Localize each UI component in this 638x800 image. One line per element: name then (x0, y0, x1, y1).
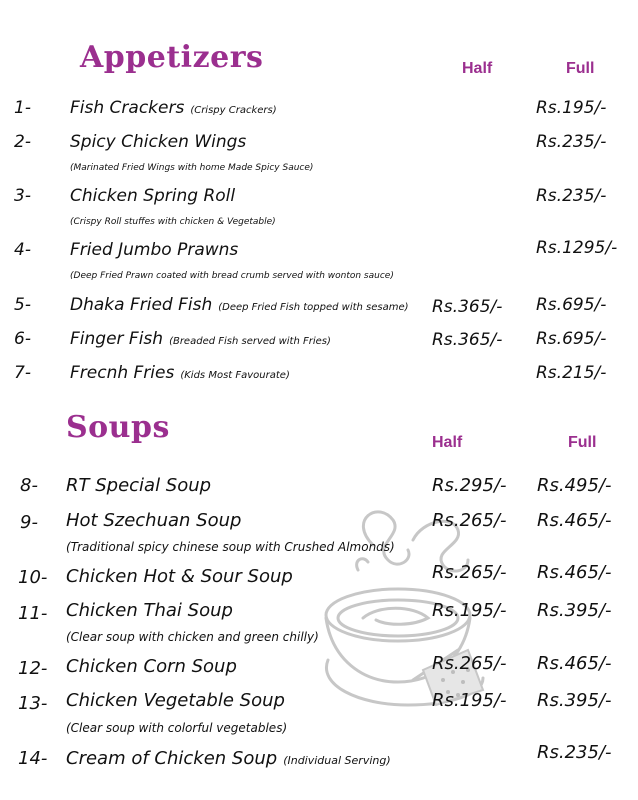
item-half-price: Rs.365/- (432, 297, 503, 317)
item-full-price: Rs.695/- (536, 295, 607, 315)
item-half-price: Rs.295/- (432, 475, 507, 496)
soups-full-header: Full (568, 434, 597, 451)
item-number: 1- (14, 98, 31, 118)
item-name: Chicken Corn Soup (66, 656, 237, 677)
item-full-price: Rs.235/- (537, 742, 612, 763)
appetizers-half-header: Half (462, 60, 493, 77)
item-number: 10- (18, 567, 48, 588)
item-description: (Deep Fried Prawn coated with bread crumb served with wonton sauce) (70, 271, 394, 281)
item-full-price: Rs.215/- (536, 363, 607, 383)
item-note: (Deep Fried Fish topped with sesame) (218, 302, 409, 313)
item-full-price: Rs.235/- (536, 132, 607, 152)
item-name (70, 329, 331, 349)
item-half-price: Rs.195/- (432, 600, 507, 621)
item-full-price: Rs.465/- (537, 510, 612, 531)
item-full-price: Rs.235/- (536, 186, 607, 206)
item-name (70, 98, 277, 118)
item-name-text: Dhaka Fried Fish (70, 295, 213, 315)
item-description: (Crispy Roll stuffes with chicken & Vegetable) (70, 217, 276, 227)
item-note: (Crispy Crackers) (190, 105, 277, 116)
item-number: 13- (18, 693, 48, 714)
item-full-price: Rs.465/- (537, 653, 612, 674)
item-full-price: Rs.195/- (536, 98, 607, 118)
item-name: Chicken Vegetable Soup (66, 690, 285, 711)
item-full-price: Rs.395/- (537, 690, 612, 711)
item-full-price: Rs.395/- (537, 600, 612, 621)
item-name: Chicken Hot & Sour Soup (66, 566, 293, 587)
item-name-text: Fish Crackers (70, 98, 185, 118)
item-name: Hot Szechuan Soup (66, 510, 242, 531)
item-note: (Individual Serving) (283, 754, 391, 767)
item-half-price: Rs.265/- (432, 510, 507, 531)
soups-heading: Soups (66, 410, 170, 445)
item-name: Fried Jumbo Prawns (70, 240, 239, 260)
item-name-text: Frecnh Fries (70, 363, 175, 383)
item-name (70, 363, 290, 383)
item-full-price: Rs.1295/- (536, 238, 618, 258)
appetizers-heading: Appetizers (80, 40, 264, 75)
item-description: (Clear soup with colorful vegetables) (66, 721, 288, 735)
soups-half-header: Half (432, 434, 463, 451)
item-name: Spicy Chicken Wings (70, 132, 247, 152)
item-name-text: Cream of Chicken Soup (66, 748, 278, 769)
item-name: Chicken Thai Soup (66, 600, 233, 621)
item-description: (Traditional spicy chinese soup with Crushed Almonds) (66, 540, 395, 554)
item-number: 14- (18, 748, 48, 769)
item-half-price: Rs.365/- (432, 330, 503, 350)
item-name: RT Special Soup (66, 475, 212, 496)
item-number: 6- (14, 329, 31, 349)
item-full-price: Rs.465/- (537, 562, 612, 583)
item-number: 5- (14, 295, 31, 315)
item-note: (Breaded Fish served with Fries) (169, 336, 331, 347)
item-number: 7- (14, 363, 31, 383)
item-name (70, 295, 409, 315)
item-number: 11- (18, 603, 48, 624)
item-name: Chicken Spring Roll (70, 186, 236, 206)
item-full-price: Rs.695/- (536, 329, 607, 349)
item-number: 3- (14, 186, 31, 206)
item-half-price: Rs.265/- (432, 653, 507, 674)
item-description: (Marinated Fried Wings with home Made Spicy Sauce) (70, 163, 314, 173)
item-number: 12- (18, 658, 48, 679)
item-number: 8- (20, 475, 38, 496)
appetizers-full-header: Full (566, 60, 595, 77)
item-half-price: Rs.265/- (432, 562, 507, 583)
item-name (66, 748, 391, 769)
item-description: (Clear soup with chicken and green chilly) (66, 630, 319, 644)
item-name-text: Finger Fish (70, 329, 164, 349)
item-full-price: Rs.495/- (537, 475, 612, 496)
item-half-price: Rs.195/- (432, 690, 507, 711)
item-number: 9- (20, 512, 38, 533)
item-note: (Kids Most Favourate) (180, 370, 290, 381)
item-number: 4- (14, 240, 31, 260)
item-number: 2- (14, 132, 31, 152)
